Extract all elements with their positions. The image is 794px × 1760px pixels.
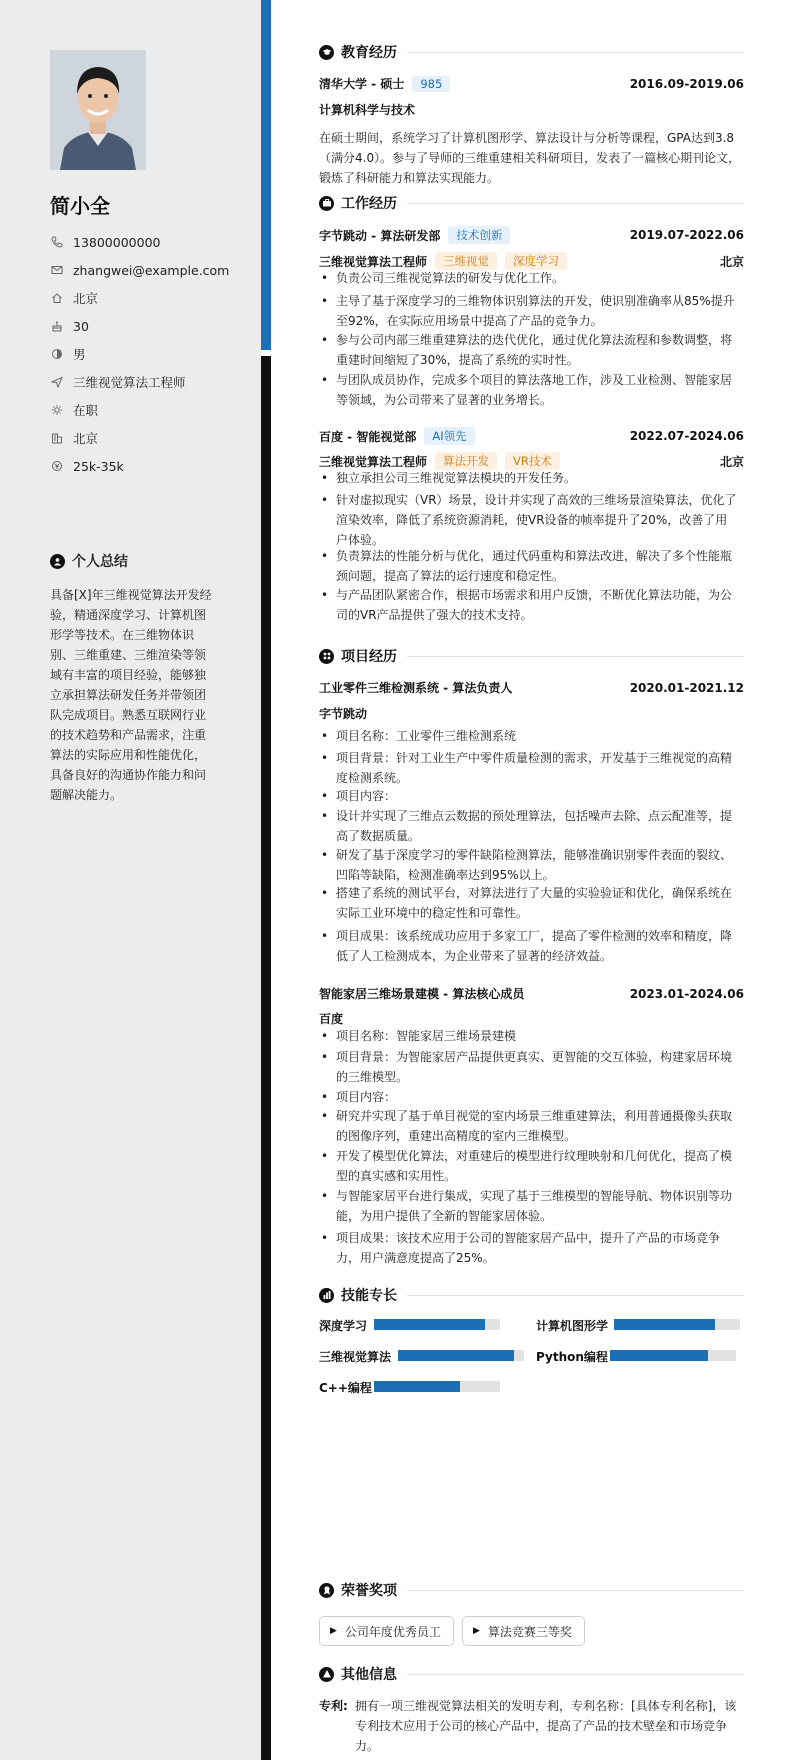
skill-bar-fill: [610, 1350, 708, 1361]
other-info-label: 专利:: [319, 1699, 348, 1713]
info-salary: [50, 452, 250, 480]
skill-bar: [610, 1350, 736, 1361]
list-item: • 项目背景：针对工业生产中零件质量检测的需求，开发基于三维视觉的高精度检测系统。: [319, 748, 739, 788]
salary-text: 25k-35k: [73, 458, 124, 474]
section-awards-title: 荣誉奖项: [319, 1580, 744, 1600]
section-divider: [407, 52, 744, 53]
building-icon: [50, 431, 64, 445]
list-item: • 开发了模型优化算法，对重建后的模型进行纹理映射和几何优化，提高了模型的真实感和实用性。: [319, 1146, 739, 1186]
list-item: • 项目成果：该系统成功应用于多家工厂，提高了零件检测的效率和精度，降低了人工检测成本，为企业带来了显著的经济效益。: [319, 926, 739, 966]
skill-label: 计算机图形学: [536, 1319, 609, 1333]
list-item: • 负责算法的性能分析与优化，通过代码重构和算法改进，解决了多个性能瓶颈问题，提高了算法的运行速度和稳定性。: [319, 546, 739, 586]
gender-icon: [50, 347, 64, 361]
list-item: • 针对虚拟现实（VR）场景，设计并实现了高效的三维场景渲染算法，优化了渲染效率，降低了系统资源消耗，使VR设备的帧率提升了20%，改善了用户体验。: [319, 490, 739, 550]
job-city: 北京: [719, 254, 744, 269]
list-item: • 独立承担公司三维视觉算法模块的开发任务。: [319, 468, 739, 488]
project-header: [319, 985, 744, 1002]
job-company-tag: 技术创新: [448, 226, 510, 244]
list-item: • 项目背景：为智能家居产品提供更真实、更智能的交互体验，构建家居环境的三维模型。: [319, 1047, 739, 1087]
job-role: 三维视觉算法工程师: [319, 254, 428, 269]
job-tag: 算法开发: [435, 452, 497, 470]
education-tag: 985: [412, 76, 450, 92]
info-icon: [319, 1667, 334, 1682]
skill-bar: [614, 1319, 740, 1330]
project-header: [319, 679, 744, 696]
cake-icon: [50, 319, 64, 333]
award-icon: [319, 1583, 334, 1598]
skill-bar-fill: [374, 1381, 460, 1392]
info-gender: [50, 340, 250, 368]
list-item: • 负责公司三维视觉算法的研发与优化工作。: [319, 268, 739, 288]
section-projects-title: 项目经历: [319, 646, 744, 666]
project-name: 工业零件三维检测系统 - 算法负责人: [319, 681, 513, 695]
info-city: [50, 424, 250, 452]
position-text: 三维视觉算法工程师: [73, 375, 186, 390]
project-date: 2023.01-2024.06: [629, 986, 744, 1001]
location-text: 北京: [73, 291, 99, 306]
city-text: 北京: [73, 431, 99, 446]
education-header: [319, 75, 744, 92]
education-major: 计算机科学与技术: [319, 103, 416, 117]
list-item: • 项目成果：该技术应用于公司的智能家居产品中，提升了产品的市场竞争力，用户满意度提高了25%。: [319, 1228, 739, 1268]
section-other-title: 其他信息: [319, 1664, 744, 1684]
accent-bar-blue: [261, 0, 271, 350]
list-item: • 项目名称：智能家居三维场景建模: [319, 1026, 739, 1046]
other-info-row: [319, 1696, 744, 1756]
education-major-row: [319, 101, 744, 118]
project-org: 字节跳动: [319, 707, 368, 721]
list-item: • 项目名称：工业零件三维检测系统: [319, 726, 739, 746]
job-company-tag: AI领先: [424, 427, 474, 445]
list-item: • 与产品团队紧密合作，根据市场需求和用户反馈，不断优化算法功能，为公司的VR产品提供了强大的技术支持。: [319, 585, 739, 625]
play-icon: ▶: [473, 1626, 480, 1636]
avatar: [50, 50, 146, 170]
contact-info: [50, 228, 250, 480]
skill-bar: [374, 1319, 500, 1330]
list-item: • 项目内容：: [319, 1087, 739, 1107]
grid-icon: [319, 649, 334, 664]
education-desc: 在硕士期间，系统学习了计算机图形学、算法设计与分析等课程，GPA达到3.8（满分4.0）。参与了导师的三维重建相关科研项目，发表了一篇核心期刊论文，锻炼了科研能力和算法实现能力。: [319, 131, 741, 185]
list-item: • 参与公司内部三维重建算法的迭代优化，通过优化算法流程和参数调整，将重建时间缩短了30%，提高了系统的实时性。: [319, 330, 739, 370]
job-tag: 三维视觉: [435, 252, 497, 270]
home-icon: [50, 291, 64, 305]
skill-bar: [374, 1381, 500, 1392]
skill-label: 三维视觉算法: [319, 1350, 392, 1364]
project-org-row: [319, 1010, 744, 1027]
info-phone: [50, 228, 250, 256]
project-date: 2020.01-2021.12: [629, 680, 744, 695]
skill-bar-fill: [374, 1319, 485, 1330]
project-name: 智能家居三维场景建模 - 算法核心成员: [319, 987, 525, 1001]
candidate-name: 简小全: [50, 194, 110, 218]
info-email: [50, 256, 250, 284]
info-status: [50, 396, 250, 424]
section-divider: [407, 1295, 744, 1296]
project-org-row: [319, 705, 744, 722]
list-item: • 搭建了系统的测试平台，对算法进行了大量的实验验证和优化，确保系统在实际工业环境中的稳定性和可靠性。: [319, 883, 739, 923]
list-item: • 与团队成员协作，完成多个项目的算法落地工作，涉及工业检测、智能家居等领域，为公司带来了显著的业务增长。: [319, 370, 739, 410]
graduation-cap-icon: [319, 45, 334, 60]
money-icon: [50, 459, 64, 473]
section-divider: [407, 1590, 744, 1591]
job-date: 2022.07-2024.06: [629, 429, 744, 443]
job-tag: VR技术: [505, 452, 560, 470]
skill-bar-fill: [398, 1350, 514, 1361]
education-date: 2016.09-2019.06: [629, 76, 744, 91]
skill-bar-fill: [614, 1319, 715, 1330]
info-age: [50, 312, 250, 340]
summary-title: 个人总结: [50, 551, 128, 571]
bar-chart-icon: [319, 1288, 334, 1303]
education-school: 清华大学 - 硕士: [319, 77, 405, 91]
mail-icon: [50, 263, 64, 277]
send-icon: [50, 375, 64, 389]
job-header: [319, 427, 744, 445]
section-divider: [407, 1674, 744, 1675]
status-text: 在职: [73, 403, 99, 418]
skill-label: C++编程: [319, 1381, 372, 1395]
project-org: 百度: [319, 1012, 344, 1026]
section-work-title: 工作经历: [319, 193, 744, 213]
award-item: ▶ 算法竞赛三等奖: [462, 1616, 585, 1646]
briefcase-icon: [319, 196, 334, 211]
award-item: ▶ 公司年度优秀员工: [319, 1616, 454, 1646]
list-item: • 主导了基于深度学习的三维物体识别算法的开发，使识别准确率从85%提升至92%，在实际应用场景中提高了产品的竞争力。: [319, 291, 739, 331]
age-text: 30: [73, 318, 89, 334]
list-item: • 设计并实现了三维点云数据的预处理算法，包括噪声去除、点云配准等，提高了数据质量。: [319, 806, 739, 846]
phone-text: 13800000000: [73, 234, 161, 250]
job-tag: 深度学习: [505, 252, 567, 270]
skill-bar: [398, 1350, 524, 1361]
list-item: • 与智能家居平台进行集成，实现了基于三维模型的智能导航、物体识别等功能，为用户提供了全新的智能家居体验。: [319, 1186, 739, 1226]
job-role: 三维视觉算法工程师: [319, 454, 428, 469]
section-divider: [407, 203, 744, 204]
section-divider: [407, 656, 744, 657]
job-date: 2019.07-2022.06: [629, 228, 744, 242]
skill-label: Python编程: [536, 1350, 608, 1364]
job-company: 百度 - 智能视觉部: [319, 429, 417, 444]
email-text: zhangwei@example.com: [73, 262, 230, 278]
job-company: 字节跳动 - 算法研发部: [319, 228, 441, 243]
job-city: 北京: [719, 454, 744, 469]
list-item: • 项目内容：: [319, 786, 739, 806]
status-icon: [50, 403, 64, 417]
play-icon: ▶: [330, 1626, 337, 1636]
skill-label: 深度学习: [319, 1319, 368, 1333]
phone-icon: [50, 235, 64, 249]
user-icon: [50, 554, 65, 569]
section-skills-title: 技能专长: [319, 1285, 744, 1305]
accent-bar-black: [261, 356, 271, 1760]
section-education-title: 教育经历: [319, 42, 744, 62]
list-item: • 研究并实现了基于单目视觉的室内场景三维重建算法，利用普通摄像头获取的图像序列，重建出高精度的室内三维模型。: [319, 1106, 739, 1146]
info-position: [50, 368, 250, 396]
gender-text: 男: [73, 347, 86, 362]
list-item: • 研发了基于深度学习的零件缺陷检测算法，能够准确识别零件表面的裂纹、凹陷等缺陷，检测准确率达到95%以上。: [319, 845, 739, 885]
other-info-text: 拥有一项三维视觉算法相关的发明专利，专利名称：[具体专利名称]，该专利技术应用于公司的核心产品中，提高了产品的技术壁垒和市场竞争力。: [355, 1699, 737, 1753]
summary-text: 具备[X]年三维视觉算法开发经验，精通深度学习、计算机图形学等技术。在三维物体识别、三维重建、三维渲染等领域有丰富的项目经验，能够独立承担算法研发任务并带领团队完成项目。熟悉互联网行业的技术趋势和产品需求，注重算法的实际应用和性能优化，具备良好的沟通协作能力和问题解决能力。: [50, 588, 212, 802]
info-location: [50, 284, 250, 312]
job-header: [319, 226, 744, 244]
